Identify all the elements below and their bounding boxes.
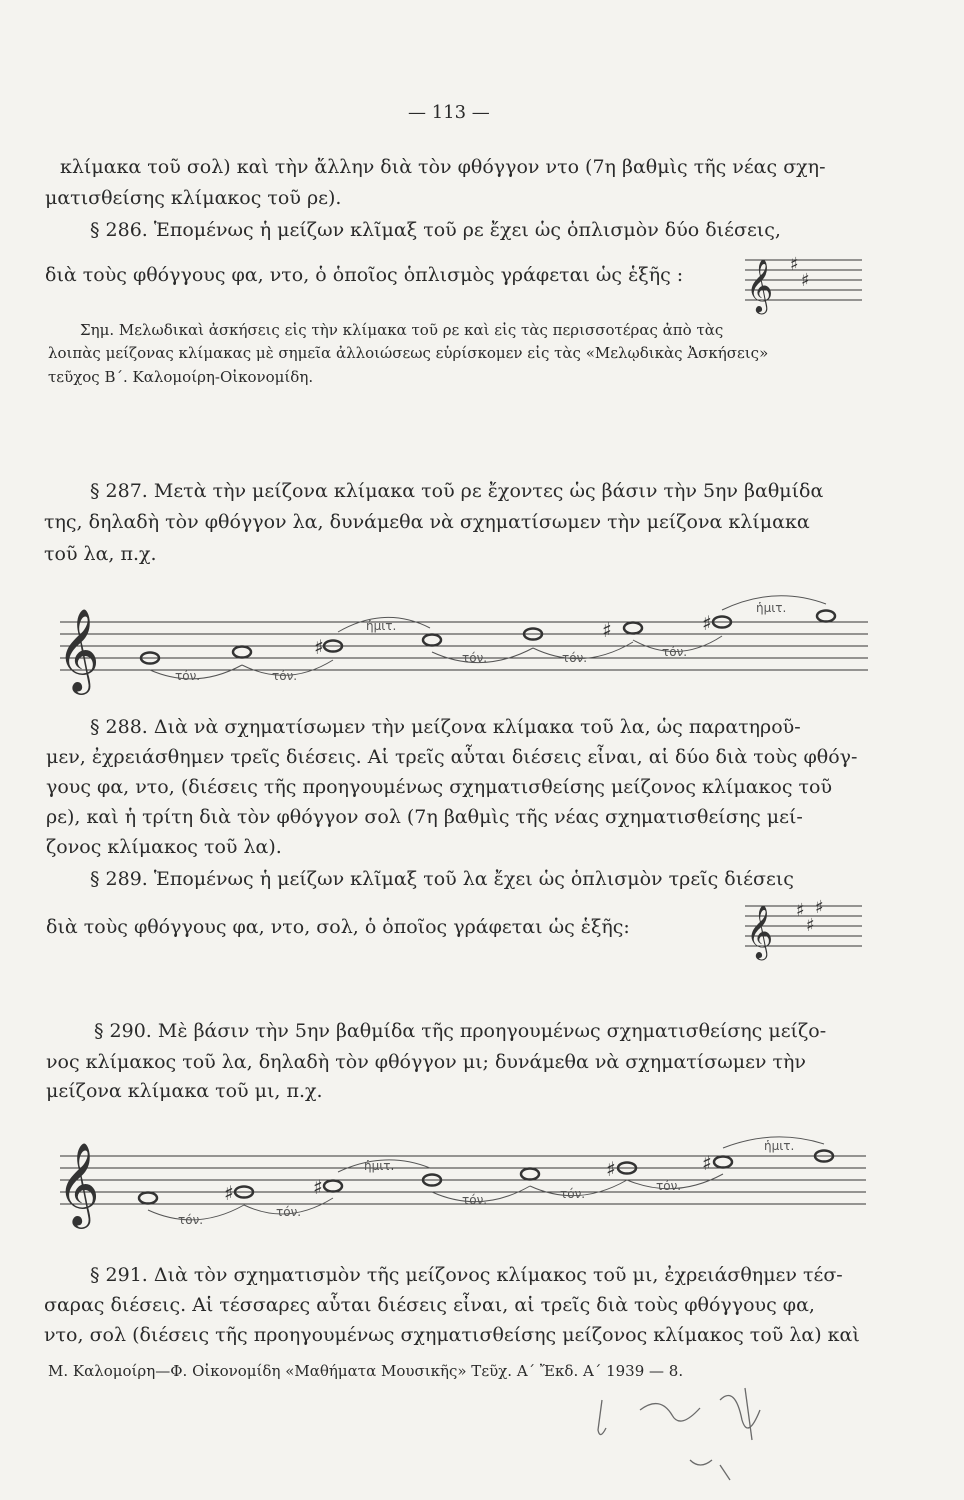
treble-clef-icon: 𝄞 <box>57 607 100 691</box>
interval-label: τόν. <box>178 1213 204 1227</box>
interval-label: ἡμιτ. <box>756 601 787 615</box>
text-line: γους φα, ντο, (διέσεις τῆς προηγουμένως σχηματισθείσης μείζονος κλίμακος τοῦ <box>46 776 833 798</box>
sharp-icon: ♯ <box>801 270 810 291</box>
interval-label: τόν. <box>175 669 201 683</box>
text-line: της, δηλαδὴ τὸν φθόγγον λα, δυνάμεθα νὰ σχηματίσωμεν τὴν μείζονα κλίμακα <box>44 511 810 533</box>
sharp-icon: ♯ <box>313 1175 323 1199</box>
sharp-icon: ♯ <box>815 897 824 918</box>
text-line: ματισθείσης κλίμακος τοῦ ρε). <box>45 187 342 209</box>
text-line: § 291. Διὰ τὸν σχηματισμὸν τῆς μείζονος κλίμακος τοῦ μι, ἐχρειάσθημεν τέσ- <box>90 1264 843 1286</box>
treble-clef-icon: 𝄞 <box>746 904 774 958</box>
treble-clef-icon: 𝄞 <box>57 1141 100 1225</box>
interval-label: ἡμιτ. <box>764 1139 795 1153</box>
sharp-icon: ♯ <box>790 254 799 275</box>
interval-label: ἡμιτ. <box>364 1159 395 1173</box>
sharp-icon: ♯ <box>224 1181 234 1205</box>
treble-clef-icon: 𝄞 <box>746 258 774 312</box>
sharp-icon: ♯ <box>806 915 815 936</box>
interval-label: τόν. <box>462 1193 488 1207</box>
interval-label: τόν. <box>662 645 688 659</box>
note-line: τεῦχος Β΄. Καλομοίρη-Οἰκονομίδη. <box>48 368 314 386</box>
text-line: νος κλίμακος τοῦ λα, δηλαδὴ τὸν φθόγγον μι; δυνάμεθα νὰ σχηματίσωμεν τὴν <box>46 1051 806 1073</box>
text-line: § 289. Ἑπομένως ἡ μείζων κλῖμαξ τοῦ λα ἔχει ὡς ὁπλισμὸν τρεῖς διέσεις <box>90 868 794 890</box>
interval-label: τόν. <box>560 1187 586 1201</box>
sharp-icon: ♯ <box>702 1151 712 1175</box>
sharp-icon: ♯ <box>602 618 612 642</box>
interval-label: τόν. <box>462 651 488 665</box>
text-line: ζονος κλίμακος τοῦ λα). <box>46 836 282 858</box>
text-line: σαρας διέσεις. Αἱ τέσσαρες αὗται διέσεις εἶναι, αἱ τρεῖς διὰ τοὺς φθόγγους φα, <box>44 1294 815 1316</box>
note-line: Σημ. Μελωδικαὶ ἀσκήσεις εἰς τὴν κλίμακα τοῦ ρε καὶ εἰς τὰς περισσοτέρας ἀπὸ τὰς <box>80 321 724 339</box>
text-line: § 286. Ἑπομένως ἡ μείζων κλῖμαξ τοῦ ρε ἔχει ὡς ὁπλισμὸν δύο διέσεις, <box>90 219 781 241</box>
interval-label: ἡμιτ. <box>366 619 397 633</box>
sharp-icon: ♯ <box>702 611 712 635</box>
text-line: ντο, σολ (διέσεις τῆς προηγουμένως σχηματισθείσης μείζονος κλίμακος τοῦ λα) καὶ <box>44 1324 860 1346</box>
sharp-icon: ♯ <box>314 635 324 659</box>
interval-label: τόν. <box>656 1179 682 1193</box>
text-line: ρε), καὶ ἡ τρίτη διὰ τὸν φθόγγον σολ (7η βαθμὶς τῆς νέας σχηματισθείσης μεί- <box>46 806 803 828</box>
sharp-icon: ♯ <box>796 900 805 921</box>
text-line: § 290. Μὲ βάσιν τὴν 5ην βαθμίδα τῆς προηγουμένως σχηματισθείσης μείζο- <box>94 1020 827 1042</box>
text-line: διὰ τοὺς φθόγγους φα, ντο, ὁ ὁποῖος ὁπλισμὸς γράφεται ὡς ἑξῆς : <box>45 264 684 286</box>
text-line: § 288. Διὰ νὰ σχηματίσωμεν τὴν μείζονα κλίμακα τοῦ λα, ὡς παρατηροῦ- <box>90 716 801 738</box>
text-line: τοῦ λα, π.χ. <box>44 543 157 565</box>
text-line: μεν, ἐχρειάσθημεν τρεῖς διέσεις. Αἱ τρεῖς αὗται διέσεις εἶναι, αἱ δύο διὰ τοὺς φθόγ- <box>46 746 858 768</box>
page-number: — 113 — <box>408 102 490 123</box>
sharp-icon: ♯ <box>606 1157 616 1181</box>
text-line: § 287. Μετὰ τὴν μείζονα κλίμακα τοῦ ρε ἔχοντες ὡς βάσιν τὴν 5ην βαθμίδα <box>90 480 824 502</box>
interval-label: τόν. <box>272 669 298 683</box>
text-line: μείζονα κλίμακα τοῦ μι, π.χ. <box>46 1080 323 1102</box>
note-line: λοιπὰς μείζονας κλίμακας μὲ σημεῖα ἀλλοιώσεως εὑρίσκομεν εἰς τὰς «Μελῳδικὰς Ἀσκήσεις» <box>48 344 769 362</box>
text-line: διὰ τοὺς φθόγγους φα, ντο, σολ, ὁ ὁποῖος γράφεται ὡς ἑξῆς: <box>46 916 630 938</box>
text-line: κλίμακα τοῦ σολ) καὶ τὴν ἄλλην διὰ τὸν φθόγγον ντο (7η βαθμὶς τῆς νέας σχη- <box>60 156 826 178</box>
page-footer: Μ. Καλομοίρη—Φ. Οἰκονομίδη «Μαθήματα Μουσικῆς» Τεῦχ. Α΄ Ἔκδ. Α΄ 1939 — 8. <box>48 1362 684 1380</box>
interval-label: τόν. <box>562 651 588 665</box>
interval-label: τόν. <box>276 1205 302 1219</box>
